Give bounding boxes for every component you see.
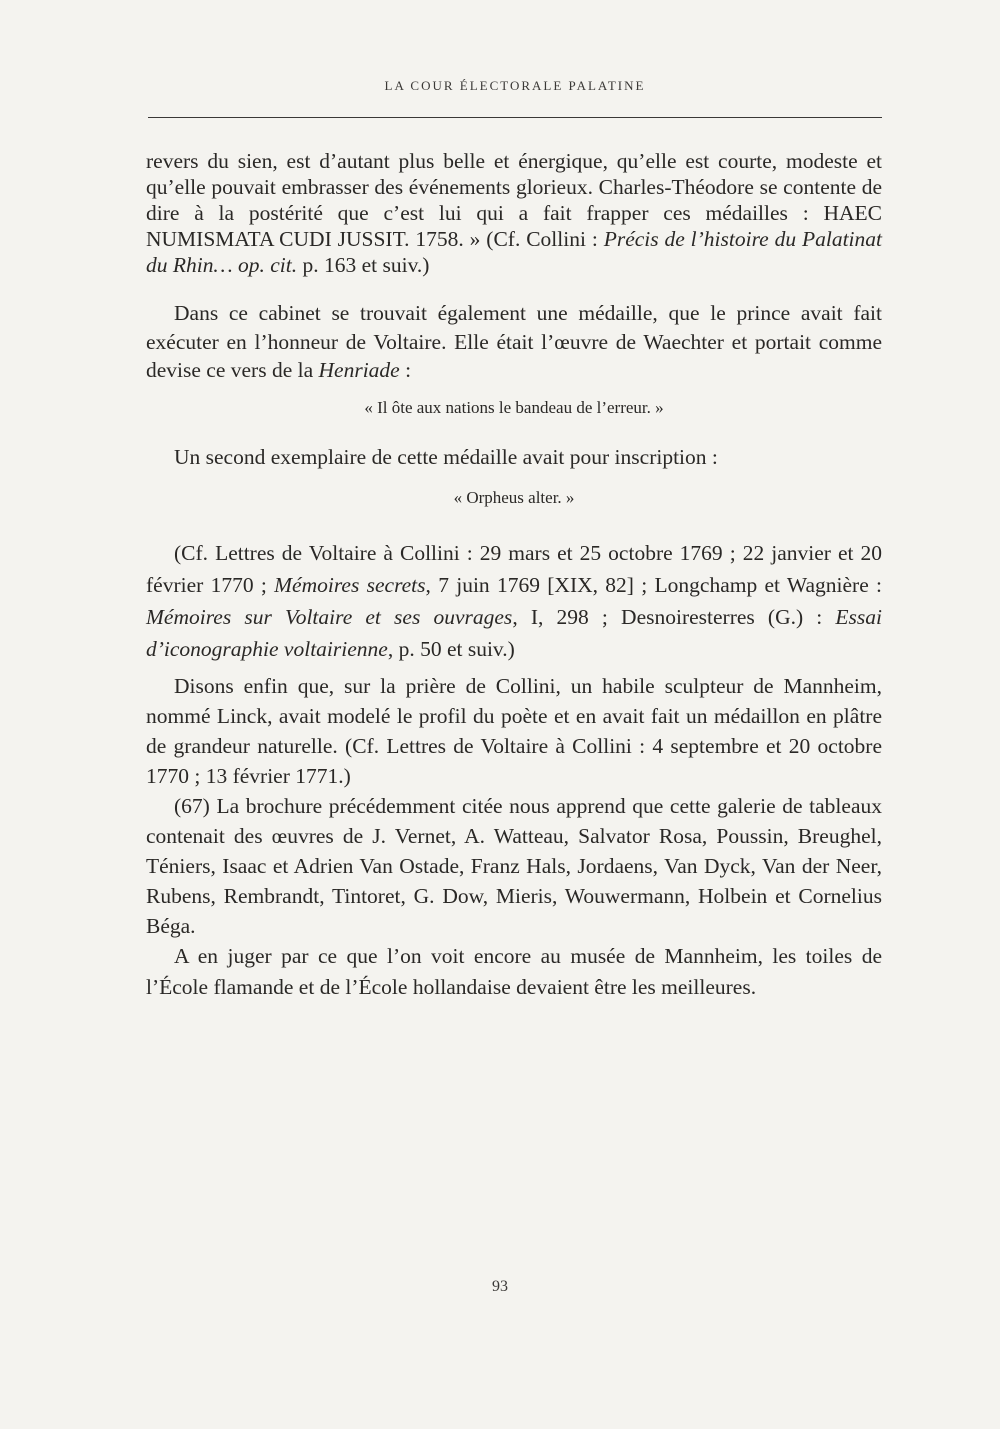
text-run: Dans ce cabinet se trouvait également une médaille, que le prince avait fait exécuter en l’honneur de Voltaire. Elle était l’œuvre de Waechter et portait comme devise ce vers de la — [146, 301, 882, 382]
quote-henriade-verse: « Il ôte aux nations le bandeau de l’erreur. » — [364, 397, 664, 417]
text-run: , p. 50 et suiv.) — [387, 636, 515, 661]
text-run: revers du sien, est d’autant plus belle et énergique, qu’elle est courte, modeste et qu’elle pouvait embrasser des événements glorieux. Charles-Théodore se contente de dire à la postérité que c’est lui qui a fait frapper ces médailles : HAEC NUMISMATA CUDI JUSSIT. 1758. » (Cf. Collini : — [146, 149, 882, 251]
quote-orpheus-alter: « Orpheus alter. » — [453, 487, 575, 507]
paragraph-second-copy: Un second exemplaire de cette médaille avait pour inscription : — [174, 444, 718, 469]
italic-title: Essai d’iconographie voltairienne — [146, 604, 882, 661]
running-head: LA COUR ÉLECTORALE PALATINE — [384, 78, 646, 93]
italic-title: Mémoires secrets — [274, 572, 426, 597]
text-run: , I, 298 ; Desnoiresterres (G.) : — [512, 604, 836, 629]
paragraph-note-67: (67) La brochure précédemment citée nous apprend que cette galerie de tableaux contenait des œuvres de J. Vernet, A. Watteau, Salvator Rosa, Poussin, Breughel, Téniers, Isaac et Adrien Van Ostade, Franz Hals, Jordaens, Van Dyck, Van der Neer, Rubens, Rembrandt, Tintoret, G. Dow, Mieris, Wouwermann, Holbein et Cornelius Béga. — [146, 793, 882, 938]
paragraph-medal-description — [146, 148, 882, 278]
paragraph-linck-medallion: Disons enfin que, sur la prière de Collini, un habile sculpteur de Mannheim, nommé Linck, avait modelé le profil du poète et en avait fait un médaillon en plâtre de grandeur naturelle. (Cf. Lettres de Voltaire à Collini : 4 septembre et 20 octobre 1770 ; 13 février 1771.) — [146, 673, 882, 788]
page-number: 93 — [492, 1278, 508, 1295]
paragraph-voltaire-medal — [146, 299, 882, 385]
text-run: : — [399, 358, 412, 382]
header-rule — [148, 117, 882, 118]
text-run: , 7 juin 1769 [XIX, 82] ; Longchamp et Wagnière : — [425, 572, 883, 597]
paragraph-mannheim-museum: A en juger par ce que l’on voit encore au musée de Mannheim, les toiles de l’École flamande et de l’École hollandaise devaient être les meilleures. — [146, 943, 882, 999]
paragraph-references — [146, 537, 882, 665]
italic-title: Mémoires sur Voltaire et ses ouvrages — [146, 604, 513, 629]
text-run: p. 163 et suiv.) — [297, 253, 430, 277]
text-run: (Cf. Lettres de Voltaire à Collini : 29 mars et 25 octobre 1769 ; 22 janvier et 20 février 1770 ; — [146, 540, 882, 597]
italic-title: Henriade — [318, 358, 400, 382]
italic-title: Précis de l’histoire du Palatinat du Rhin… op. cit. — [146, 227, 883, 277]
body-text — [146, 148, 882, 1003]
